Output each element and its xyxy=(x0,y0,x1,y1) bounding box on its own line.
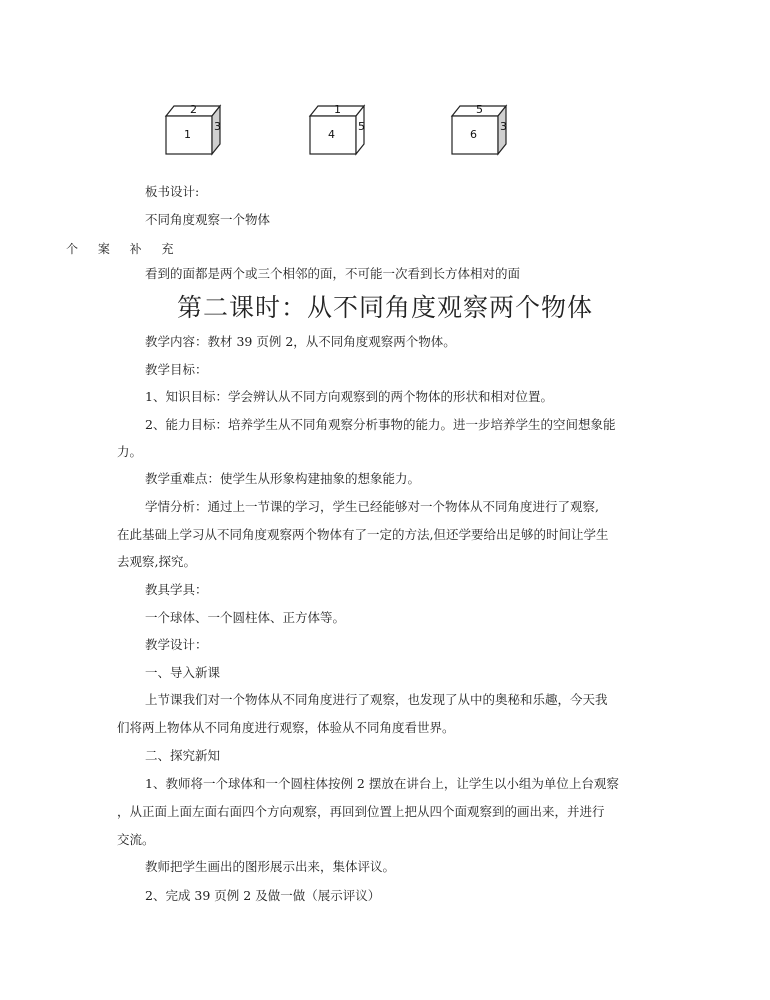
text-line: 二、探究新知 xyxy=(145,748,221,763)
cube-right-label: 3 xyxy=(214,120,221,133)
text-line: 1、知识目标：学会辨认从不同方向观察到的两个物体的形状和相对位置。 xyxy=(145,389,553,404)
board-design-label: 板书设计: xyxy=(145,184,200,199)
text-line: 一、导入新课 xyxy=(145,665,221,680)
cube-figure-1 xyxy=(160,100,240,160)
text-line: 1、教师将一个球体和一个圆柱体按例 2 摆放在讲台上，让学生以小组为单位上台观察 xyxy=(145,776,619,791)
cube-right-label: 5 xyxy=(358,120,365,133)
text-line: 2、完成 39 页例 2 及做一做（展示评议） xyxy=(145,888,381,903)
text-line: 教师把学生画出的图形展示出来，集体评议。 xyxy=(145,859,396,874)
lesson-title: 第二课时：从不同角度观察两个物体 xyxy=(176,293,593,322)
side-note: 个 案 补 充 xyxy=(66,242,182,256)
text-line: 们将两上物体从不同角度进行观察，体验从不同角度看世界。 xyxy=(117,720,455,735)
cube-top-label: 2 xyxy=(190,103,197,116)
cube-top-label: 5 xyxy=(476,103,483,116)
text-line: 教学重难点：使学生从形象构建抽象的想象能力。 xyxy=(145,471,421,486)
cube-figure-3 xyxy=(446,100,526,160)
text-line: 教学内容：教材 39 页例 2，从不同角度观察两个物体。 xyxy=(145,334,456,349)
text-line: 力。 xyxy=(117,444,143,459)
board-note: 看到的面都是两个或三个相邻的面，不可能一次看到长方体相对的面 xyxy=(145,266,521,281)
cube-right-label: 3 xyxy=(500,120,507,133)
text-line: 教具学具： xyxy=(145,582,208,597)
cube-top-label: 1 xyxy=(334,103,341,116)
board-design-title: 不同角度观察一个物体 xyxy=(145,212,271,227)
text-line: 教学设计： xyxy=(145,637,208,652)
text-line: 去观察,探究。 xyxy=(117,554,196,569)
cube-front-label: 6 xyxy=(470,128,477,141)
text-line: 交流。 xyxy=(117,832,155,847)
text-line: 在此基础上学习从不同角度观察两个物体有了一定的方法,但还学要给出足够的时间让学生 xyxy=(117,527,609,542)
text-line: 上节课我们对一个物体从不同角度进行了观察，也发现了从中的奥秘和乐趣，今天我 xyxy=(145,692,608,707)
cube-figure-2 xyxy=(304,100,384,160)
cube-front-label: 4 xyxy=(328,128,335,141)
text-line: ，从正面上面左面右面四个方向观察，再回到位置上把从四个面观察到的画出来，并进行 xyxy=(117,804,605,819)
text-line: 2、能力目标：培养学生从不同角观察分析事物的能力。进一步培养学生的空间想象能 xyxy=(145,417,616,432)
text-line: 学情分析：通过上一节课的学习，学生已经能够对一个物体从不同角度进行了观察, xyxy=(145,499,599,514)
text-line: 一个球体、一个圆柱体、正方体等。 xyxy=(145,610,346,625)
cube-front-label: 1 xyxy=(184,128,191,141)
text-line: 教学目标： xyxy=(145,362,208,377)
